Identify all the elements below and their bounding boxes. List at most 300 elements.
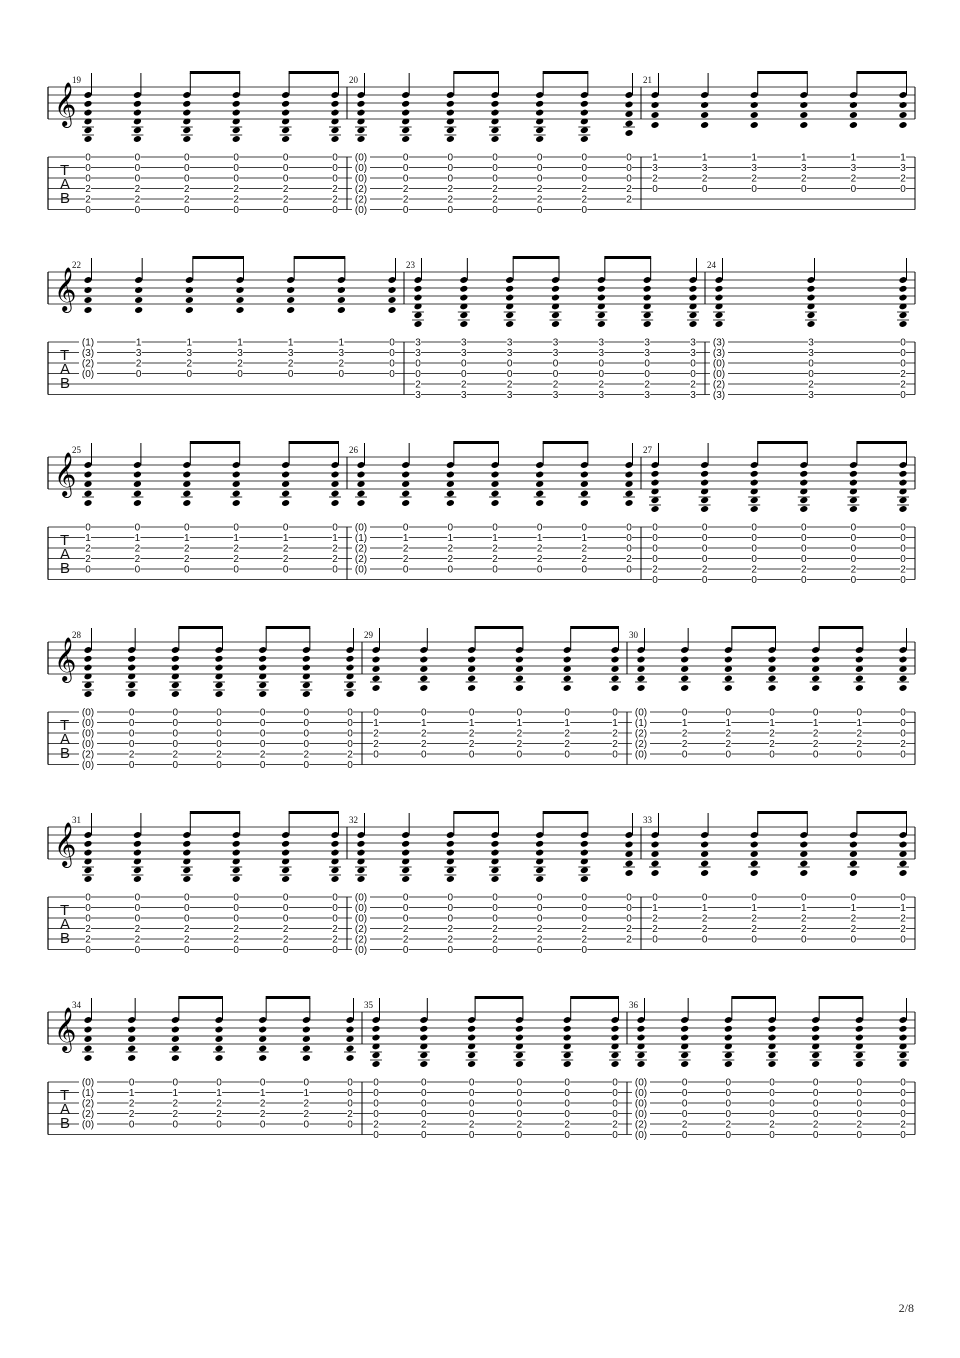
notehead [134, 286, 143, 294]
notehead [401, 840, 410, 848]
tab-fret-number: 2 [652, 913, 658, 925]
tab-fret-number: 2 [644, 379, 650, 391]
tab-fret-number: 0 [701, 575, 708, 586]
notehead [387, 286, 396, 294]
tab-fret-number: 2 [850, 173, 857, 185]
note-beam [856, 441, 907, 444]
tab-fret-number: 1 [751, 903, 757, 914]
tab-fret-number: 0 [468, 1109, 475, 1120]
notehead [700, 860, 709, 868]
tab-fret-number: 1 [751, 152, 757, 164]
notehead [127, 1054, 136, 1062]
tab-fret-number: 2 [681, 1119, 688, 1131]
tab-fret-number: 2 [812, 739, 819, 750]
notehead [898, 101, 907, 109]
tab-fret-number: (2) [81, 749, 95, 761]
note-beam [570, 626, 619, 629]
notehead [281, 499, 290, 507]
tab-fret-number: 1 [373, 718, 379, 729]
notehead [767, 1051, 776, 1059]
page-number: 2/8 [898, 1301, 914, 1315]
notehead [419, 1034, 428, 1042]
notehead [235, 296, 244, 304]
notehead [624, 129, 633, 137]
notehead [750, 505, 759, 513]
tab-fret-number: 0 [801, 554, 807, 565]
tab-fret-number: 2 [536, 934, 543, 946]
tab-fret-number: 2 [421, 728, 427, 740]
notehead [898, 479, 907, 487]
note-beam [543, 441, 589, 444]
tab-fret-number: 0 [303, 1077, 310, 1089]
notehead [551, 320, 560, 328]
notehead [330, 471, 339, 479]
tab-fret-number: (0) [634, 1098, 648, 1110]
tab-fret-number: 2 [85, 934, 91, 946]
tab-fret-number: 3 [598, 337, 605, 349]
tab-fret-number: (0) [634, 749, 648, 761]
notehead [401, 490, 410, 498]
tab-fret-number: 0 [128, 728, 135, 740]
notehead [799, 505, 808, 513]
tab-fret-number: 0 [900, 337, 906, 349]
tab-fret-number: 2 [402, 184, 409, 195]
tab-fret-number: 0 [128, 1077, 135, 1089]
notehead [799, 869, 808, 877]
tab-fret-number: 0 [900, 728, 906, 740]
notehead [83, 655, 92, 663]
notehead [580, 109, 589, 117]
tab-fret-number: 2 [681, 728, 688, 740]
notehead [680, 1025, 689, 1033]
notehead [371, 656, 380, 664]
measure-number: 25 [72, 445, 81, 455]
tab-clef-letter: A [60, 546, 71, 563]
notehead [232, 109, 241, 117]
tab-fret-number: 0 [626, 163, 632, 174]
tab-fret-number: 1 [303, 1088, 310, 1099]
notehead [345, 664, 354, 672]
notehead [446, 109, 455, 117]
tab-fret-number: 0 [769, 749, 775, 761]
notehead [505, 320, 514, 328]
measure-number: 22 [72, 260, 81, 270]
notehead [898, 496, 907, 504]
tab-fret-number: 0 [389, 348, 395, 359]
tab-fret-number: 0 [233, 903, 239, 914]
tab-fret-number: (3) [712, 337, 726, 349]
tab-fret-number: 2 [536, 554, 543, 565]
notehead [855, 675, 864, 683]
tab-fret-number: 1 [681, 718, 688, 729]
tab-fret-number: 0 [900, 543, 906, 555]
notehead [580, 100, 589, 108]
notehead [724, 675, 733, 683]
notehead [281, 866, 290, 874]
tab-fret-number: 0 [259, 1077, 266, 1089]
notehead [214, 1054, 223, 1062]
notehead [580, 135, 589, 143]
tab-fret-number: 2 [492, 543, 498, 555]
tab-fret-number: 2 [492, 924, 498, 935]
tab-fret-number: (2) [354, 934, 368, 946]
notehead [83, 690, 92, 698]
notehead [401, 849, 410, 857]
tab-fret-number: 0 [421, 1088, 427, 1099]
tab-fret-number: 0 [282, 205, 289, 216]
notehead [811, 1034, 820, 1042]
notehead [535, 126, 544, 134]
tab-fret-number: 0 [282, 152, 289, 164]
tab-fret-number: 1 [536, 533, 543, 544]
tab-fret-number: 0 [447, 152, 454, 164]
tab-fret-number: 0 [856, 1088, 863, 1099]
tab-fret-number: 0 [492, 205, 498, 216]
tab-fret-number: (3) [712, 390, 726, 401]
tab-fret-number: 2 [751, 173, 757, 185]
tab-fret-number: 0 [612, 1109, 618, 1120]
tab-fret-number: 2 [447, 554, 454, 565]
notehead [750, 479, 759, 487]
notehead [650, 841, 659, 849]
notehead [750, 860, 759, 868]
tab-fret-number: 2 [332, 924, 338, 935]
tab-fret-number: 0 [801, 543, 807, 555]
tab-fret-number: (0) [634, 1077, 648, 1089]
notehead [330, 100, 339, 108]
tab-fret-number: 0 [184, 163, 190, 174]
tab-fret-number: 0 [85, 163, 91, 174]
notehead [636, 1060, 645, 1068]
tab-fret-number: 2 [447, 924, 454, 935]
treble-clef-icon: 𝄞 [54, 637, 77, 681]
notehead [799, 470, 808, 478]
tab-fret-number: 2 [233, 934, 239, 946]
notehead [650, 860, 659, 868]
tab-fret-number: 0 [172, 1077, 179, 1089]
tab-clef-letter: A [60, 361, 71, 378]
tab-fret-number: 0 [186, 369, 193, 380]
tab-fret-number: 2 [564, 739, 570, 750]
tab-fret-number: 0 [347, 1088, 353, 1099]
tab-fret-number: 0 [447, 903, 454, 914]
note-beam [757, 71, 808, 74]
notehead [83, 109, 92, 117]
notehead [235, 306, 244, 314]
tab-fret-number: 0 [725, 749, 732, 761]
tab-fret-number: 0 [626, 892, 632, 904]
tab-fret-number: 0 [233, 205, 239, 216]
tab-fret-number: 0 [332, 205, 338, 216]
tab-fret-number: 2 [233, 554, 239, 565]
notehead [345, 655, 354, 663]
notehead [898, 311, 907, 319]
tab-fret-number: 2 [233, 924, 239, 935]
notehead [750, 841, 759, 849]
notehead [650, 111, 659, 119]
notehead [446, 126, 455, 134]
tab-fret-number: (0) [712, 358, 726, 370]
tab-fret-number: 1 [701, 152, 708, 164]
notehead [767, 656, 776, 664]
tab-fret-number: 0 [282, 173, 289, 185]
notehead [413, 294, 422, 302]
notehead [446, 866, 455, 874]
tab-fret-number: 0 [652, 575, 658, 586]
tab-fret-number: 0 [282, 892, 289, 904]
tab-fret-number: 2 [856, 728, 863, 740]
notehead [182, 109, 191, 117]
notehead [849, 841, 858, 849]
notehead [724, 1025, 733, 1033]
tab-fret-number: 3 [552, 348, 559, 359]
tab-fret-number: (0) [354, 173, 368, 185]
tab-fret-number: 2 [303, 1098, 310, 1110]
tab-fret-number: 1 [900, 903, 906, 914]
tab-fret-number: 0 [725, 1098, 732, 1110]
tab-fret-number: 2 [402, 924, 409, 935]
tab-fret-number: 0 [216, 707, 222, 719]
tab-fret-number: 0 [233, 522, 239, 534]
notehead [356, 840, 365, 848]
tab-fret-number: 1 [447, 533, 454, 544]
tab-fret-number: 0 [850, 522, 857, 534]
notehead [232, 849, 241, 857]
notehead [133, 135, 142, 143]
tab-fret-number: 2 [536, 543, 543, 555]
tab-fret-number: 2 [751, 564, 757, 576]
measure-number: 21 [643, 75, 652, 85]
notehead [371, 675, 380, 683]
note-beam [266, 626, 311, 629]
tab-fret-number: 3 [598, 348, 605, 359]
tab-fret-number: 0 [581, 903, 588, 914]
tab-fret-number: 0 [184, 173, 190, 185]
notehead [133, 849, 142, 857]
tab-fret-number: 0 [812, 1088, 819, 1099]
tab-fret-number: 0 [801, 575, 807, 586]
tab-fret-number: 0 [259, 718, 266, 729]
note-beam [453, 71, 499, 74]
notehead [898, 320, 907, 328]
note-beam [289, 811, 339, 814]
tab-fret-number: 0 [85, 903, 91, 914]
tab-fret-number: 2 [259, 1109, 266, 1120]
note-beam [178, 996, 223, 999]
tab-fret-number: 2 [233, 543, 239, 555]
tab-fret-number: 2 [332, 184, 338, 195]
tab-fret-number: 0 [900, 892, 906, 904]
notehead [467, 1034, 476, 1042]
tab-fret-number: 0 [506, 369, 513, 380]
notehead [401, 109, 410, 117]
tab-fret-number: 2 [701, 564, 708, 576]
notehead [650, 479, 659, 487]
notehead [182, 866, 191, 874]
tab-fret-number: 0 [237, 369, 243, 380]
tab-fret-number: 0 [128, 718, 135, 729]
note-beam [294, 256, 346, 259]
tab-fret-number: 0 [801, 934, 807, 946]
tab-fret-number: 2 [233, 184, 239, 195]
notehead [133, 490, 142, 498]
tab-fret-number: 2 [856, 1119, 863, 1131]
tab-fret-number: 3 [415, 348, 421, 359]
tab-fret-number: 2 [85, 554, 91, 565]
note-beam [475, 626, 524, 629]
tab-fret-number: 3 [415, 390, 421, 401]
tab-fret-number: 0 [681, 1088, 688, 1099]
notehead [345, 1026, 354, 1034]
note-beam [178, 626, 223, 629]
notehead [811, 684, 820, 692]
notehead [535, 499, 544, 507]
tab-fret-number: 0 [332, 903, 338, 914]
tab-fret-number: 0 [536, 173, 543, 185]
notehead [490, 109, 499, 117]
tab-fret-number: 2 [447, 194, 454, 206]
tab-fret-number: 2 [184, 554, 190, 565]
notehead [446, 849, 455, 857]
notehead [750, 470, 759, 478]
tab-fret-number: (0) [81, 718, 95, 729]
tab-fret-number: 1 [900, 152, 906, 164]
tab-fret-number: 0 [492, 564, 498, 576]
tab-fret-number: 2 [373, 1119, 379, 1131]
tab-fret-number: 0 [564, 1109, 570, 1120]
notehead [302, 1045, 311, 1053]
tab-fret-number: 0 [134, 522, 141, 534]
tab-fret-number: 2 [172, 749, 179, 761]
notehead [636, 1034, 645, 1042]
tab-fret-number: (0) [81, 1077, 95, 1089]
tab-fret-number: 2 [801, 913, 807, 925]
tab-fret-number: 3 [644, 348, 650, 359]
notehead [700, 479, 709, 487]
tab-fret-number: 0 [447, 205, 454, 216]
notehead [636, 1025, 645, 1033]
notehead [182, 135, 191, 143]
tab-fret-number: 3 [338, 348, 345, 359]
tab-fret-number: 2 [701, 173, 708, 185]
tab-clef-letter: B [60, 1115, 71, 1132]
tab-fret-number: 3 [135, 348, 142, 359]
notehead [387, 306, 396, 314]
tab-fret-number: 0 [900, 707, 906, 719]
notehead [515, 684, 524, 692]
tab-fret-number: (0) [354, 205, 368, 216]
tab-fret-number: (0) [354, 903, 368, 914]
notehead [232, 126, 241, 134]
notehead [855, 1034, 864, 1042]
tab-fret-number: 0 [373, 1130, 379, 1141]
tab-fret-number: 0 [652, 543, 658, 555]
notehead [680, 684, 689, 692]
tab-fret-number: 0 [626, 533, 632, 544]
notehead [127, 664, 136, 672]
tab-fret-number: 0 [652, 934, 658, 946]
notehead [281, 471, 290, 479]
notehead [849, 505, 858, 513]
tab-fret-number: 0 [856, 1077, 863, 1089]
tab-fret-number: 0 [506, 358, 513, 370]
tab-fret-number: 0 [900, 1088, 906, 1099]
tab-fret-number: 0 [516, 749, 523, 761]
tab-fret-number: 0 [681, 1109, 688, 1120]
notehead [232, 100, 241, 108]
tab-fret-number: 0 [461, 369, 467, 380]
tab-fret-number: 2 [701, 924, 708, 935]
tab-fret-number: 2 [282, 543, 289, 555]
tab-fret-number: 2 [900, 379, 906, 391]
notehead [799, 479, 808, 487]
tab-fret-number: 0 [85, 173, 91, 185]
tab-fret-number: 0 [900, 390, 906, 401]
tab-fret-number: 0 [468, 1077, 475, 1089]
notehead [467, 675, 476, 683]
notehead [563, 656, 572, 664]
tab-fret-number: 2 [626, 184, 632, 195]
notehead [849, 470, 858, 478]
tab-fret-number: 0 [801, 522, 807, 534]
tab-clef-letter: T [60, 347, 70, 364]
notehead [83, 126, 92, 134]
tab-fret-number: 1 [725, 718, 732, 729]
tab-fret-number: 0 [303, 1119, 310, 1131]
notehead [551, 311, 560, 319]
notehead [724, 656, 733, 664]
tab-fret-number: 2 [172, 1098, 179, 1110]
tab-fret-number: 2 [725, 739, 732, 750]
tab-fret-number: 0 [769, 1088, 775, 1099]
notehead [83, 1045, 92, 1053]
notehead [330, 490, 339, 498]
notehead [490, 135, 499, 143]
measure-number: 33 [643, 815, 652, 825]
tab-fret-number: 0 [516, 707, 523, 719]
notehead [133, 499, 142, 507]
system [48, 626, 915, 771]
notehead [467, 1051, 476, 1059]
tab-fret-number: 2 [402, 194, 409, 206]
tab-fret-number: 3 [808, 337, 814, 349]
tab-fret-number: 3 [598, 390, 605, 401]
notehead [401, 126, 410, 134]
tab-fret-number: (1) [81, 1088, 95, 1099]
notehead [624, 869, 633, 877]
measure-number: 20 [349, 75, 358, 85]
tab-fret-number: 2 [402, 543, 409, 555]
treble-clef-icon: 𝄞 [54, 267, 77, 311]
tab-fret-number: 3 [644, 390, 650, 401]
tab-clef-letter: T [60, 902, 70, 919]
notehead [345, 1045, 354, 1053]
tab-fret-number: 0 [332, 173, 338, 185]
tab-fret-number: 3 [808, 390, 814, 401]
notehead [83, 306, 92, 314]
tab-fret-number: 0 [402, 564, 409, 576]
tab-fret-number: 1 [186, 337, 193, 349]
notehead [610, 1060, 619, 1068]
tab-fret-number: 0 [447, 173, 454, 185]
measure-number: 27 [643, 445, 652, 455]
notehead [330, 126, 339, 134]
notehead [624, 841, 633, 849]
tab-fret-number: 2 [900, 173, 906, 185]
tab-fret-number: 0 [751, 543, 757, 555]
tab-fret-number: 0 [516, 1130, 523, 1141]
notehead [767, 1060, 776, 1068]
